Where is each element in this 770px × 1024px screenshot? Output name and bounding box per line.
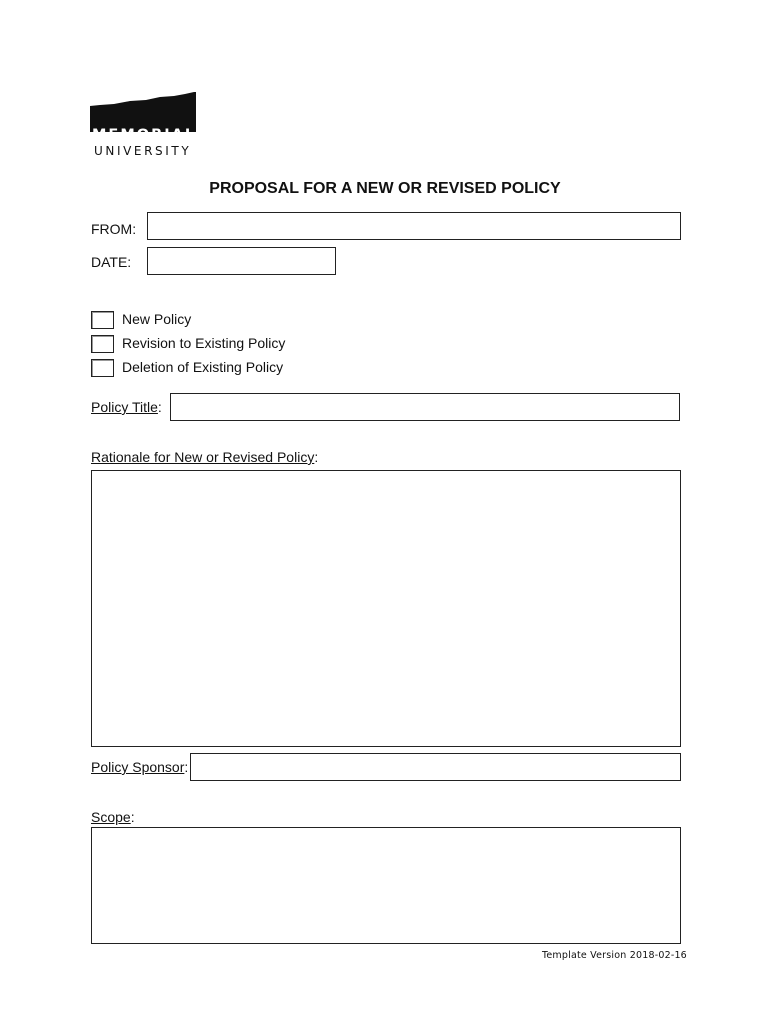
page-title: PROPOSAL FOR A NEW OR REVISED POLICY <box>209 180 561 197</box>
from-label: FROM: <box>91 221 137 237</box>
date-label: DATE: <box>91 254 132 270</box>
new-policy-checkbox[interactable] <box>91 311 114 329</box>
deletion-policy-label: Deletion of Existing Policy <box>122 359 284 375</box>
date-field[interactable] <box>147 247 336 275</box>
policy-title-label-text: Policy Title <box>91 399 158 415</box>
scope-textarea[interactable] <box>91 827 681 944</box>
template-version: Template Version 2018-02-16 <box>542 950 687 961</box>
policy-title-field[interactable] <box>170 393 680 421</box>
new-policy-label: New Policy <box>122 311 192 327</box>
scope-label <box>91 809 135 825</box>
revision-policy-checkbox[interactable] <box>91 335 114 353</box>
policy-sponsor-colon: : <box>184 759 189 775</box>
rationale-label-text: Rationale for New or Revised Policy <box>91 449 315 465</box>
policy-sponsor-label <box>91 759 188 775</box>
rationale-textarea[interactable] <box>91 470 681 747</box>
revision-policy-label: Revision to Existing Policy <box>122 335 286 351</box>
deletion-policy-checkbox[interactable] <box>91 359 114 377</box>
from-field[interactable] <box>147 212 681 240</box>
rationale-colon: : <box>314 449 319 465</box>
policy-sponsor-label-text: Policy Sponsor <box>91 759 185 775</box>
memorial-university-logo-icon <box>90 92 196 132</box>
policy-title-colon: : <box>157 399 162 415</box>
scope-label-text: Scope <box>91 809 131 825</box>
scope-colon: : <box>130 809 135 825</box>
policy-sponsor-field[interactable] <box>190 753 681 781</box>
rationale-label <box>91 449 318 465</box>
policy-title-label <box>91 399 162 415</box>
logo-subtitle: UNIVERSITY <box>94 144 192 158</box>
logo-wordmark: MEMORIAL <box>92 127 197 143</box>
